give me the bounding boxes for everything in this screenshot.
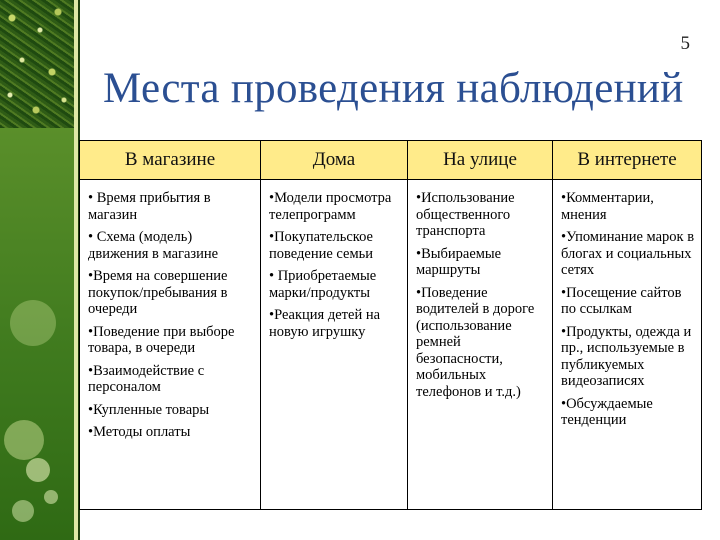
slide-title: Места проведения наблюдений (103, 65, 684, 112)
list-item: •Взаимодействие с персоналом (88, 362, 205, 395)
list-item: •Методы оплаты (88, 424, 191, 440)
decorative-bubble (10, 300, 56, 346)
list-item: • Схема (модель) движения в магазине (88, 229, 219, 262)
header-internet: В интернете (553, 141, 702, 180)
list-item: •Поведение при выборе товара, в очереди (88, 323, 235, 356)
page-number: 5 (680, 33, 690, 54)
decorative-bubble (4, 420, 44, 460)
cell-home (261, 180, 408, 510)
list-item: •Комментарии, мнения (561, 190, 654, 223)
list-item: •Упоминание марок в блогах и социальных сетях (561, 229, 695, 278)
list-item: •Модели просмотра телепрограмм (269, 190, 392, 223)
list-item: •Использование общественного транспорта (416, 190, 515, 239)
list-item: •Реакция детей на новую игрушку (269, 307, 381, 340)
decorative-bubble (44, 490, 58, 504)
list-item: •Покупательское поведение семьи (269, 229, 374, 262)
list-item: •Обсуждаемые тенденции (561, 395, 653, 428)
decorative-bubble (26, 458, 50, 482)
table-row (80, 180, 702, 510)
observation-places-table (79, 140, 702, 510)
header-street: На улице (408, 141, 553, 180)
list-item: •Купленные товары (88, 401, 210, 418)
decorative-bubble (12, 500, 34, 522)
foliage-image (0, 0, 74, 128)
cell-store (80, 180, 261, 510)
decorative-sidebar (0, 0, 74, 540)
header-home: Дома (261, 141, 408, 180)
list-item: • Время прибытия в магазин (88, 190, 211, 223)
list-item: •Посещение сайтов по ссылкам (561, 284, 682, 317)
table-header-row (80, 141, 702, 180)
list-item: •Поведение водителей в дороге (использование ремней безопасности, мобильных телефонов и т.д.) (416, 284, 535, 400)
list-item: •Продукты, одежда и пр., используемые в публикуемых видеозаписях (561, 323, 692, 389)
cell-internet (553, 180, 702, 510)
list-item: •Выбираемые маршруты (416, 245, 502, 278)
list-item: • Приобретаемые марки/продукты (269, 268, 377, 301)
list-item: •Время на совершение покупок/пребывания в очереди (88, 268, 228, 317)
header-store: В магазине (80, 141, 261, 180)
cell-street (408, 180, 553, 510)
